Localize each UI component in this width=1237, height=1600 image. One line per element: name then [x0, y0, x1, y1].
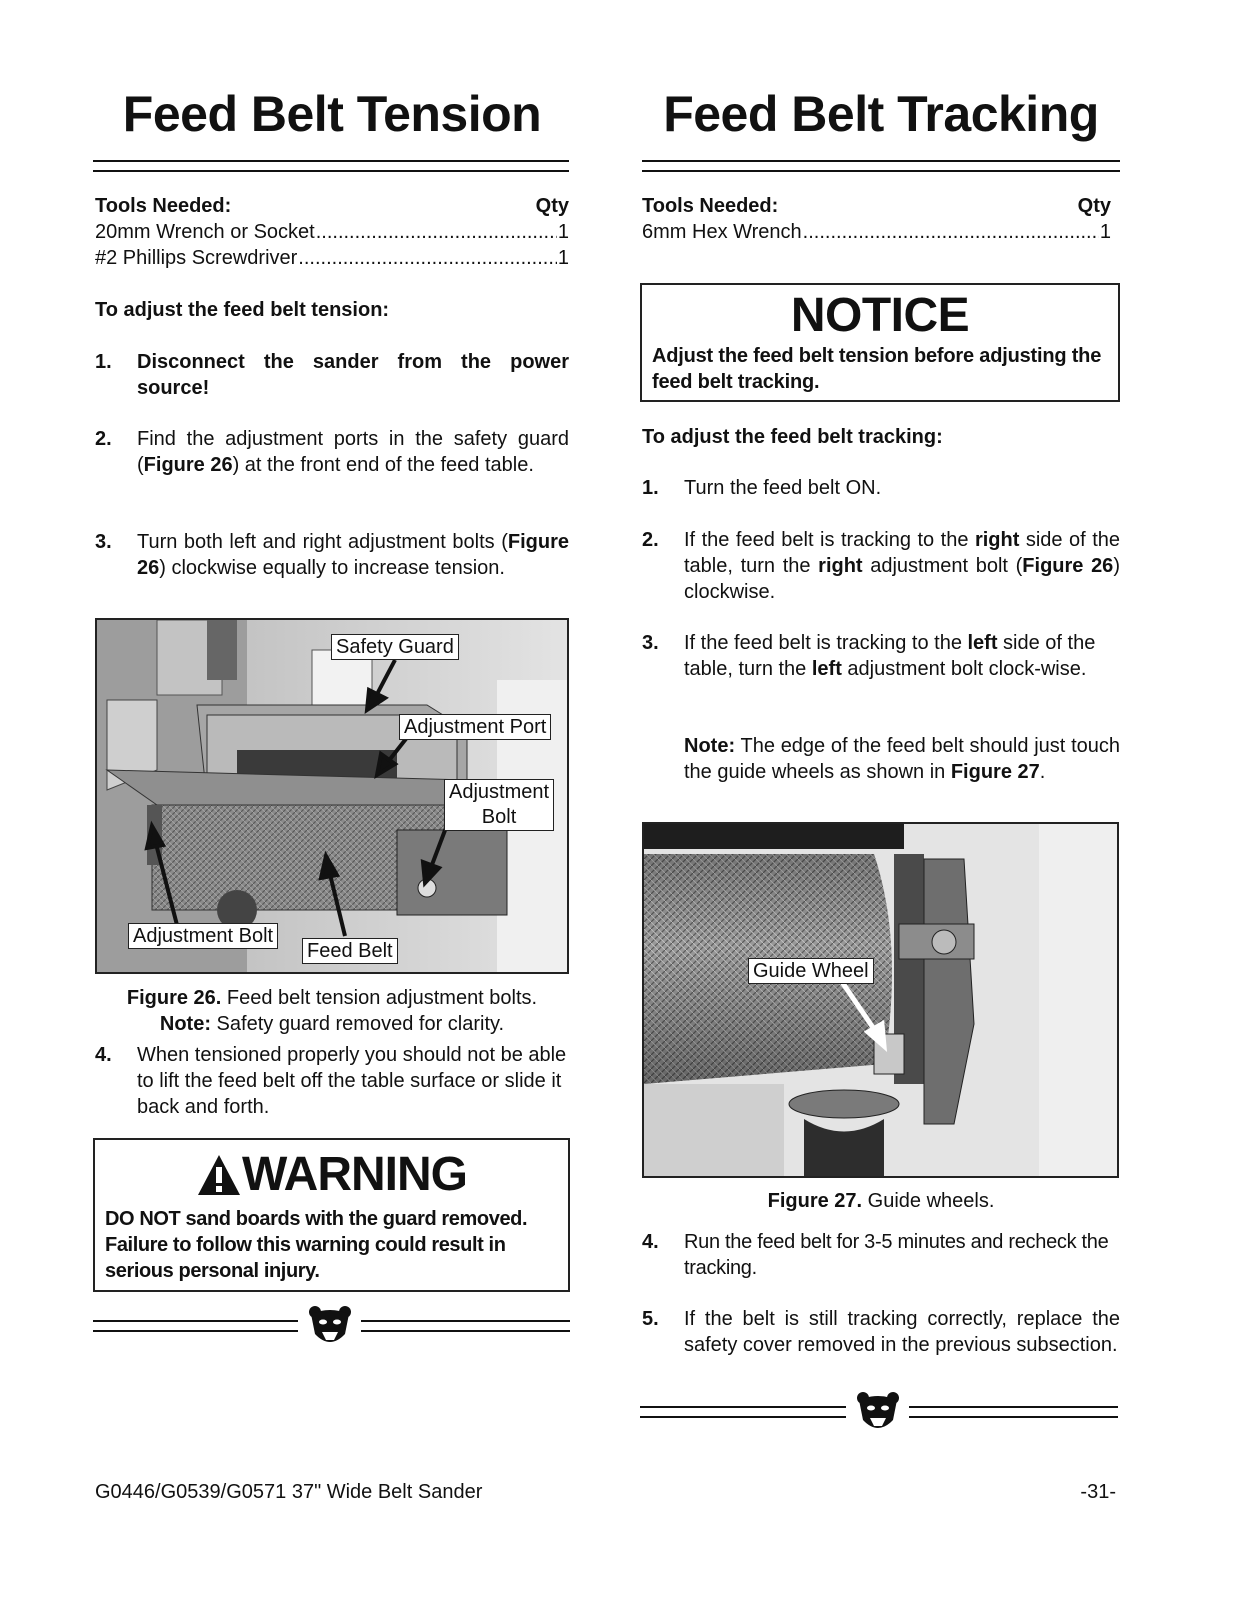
label-safety-guard: Safety Guard — [331, 634, 459, 660]
bear-divider — [93, 1306, 570, 1346]
bear-logo-icon — [853, 1390, 903, 1434]
step-2: 2. Find the adjustment ports in the safety guard (Figure 26) at the front end of the feed table. — [95, 428, 569, 476]
warning-text: DO NOT sand boards with the guard removed. Failure to follow this warning could result in serious personal injury. — [105, 1208, 528, 1282]
warning-box — [93, 1138, 570, 1292]
notice-box — [640, 283, 1120, 402]
section-title-feed-belt-tracking: Feed Belt Tracking — [663, 86, 1099, 142]
notice-text: Adjust the feed belt tension before adjusting the feed belt tracking. — [652, 345, 1102, 393]
step-3: 3. If the feed belt is tracking to the left side of the table, turn the left adjustment bolt clock-wise. — [642, 632, 1096, 680]
tools-needed-label: Tools Needed: — [642, 195, 779, 217]
label-feed-belt: Feed Belt — [302, 938, 398, 964]
title-rule — [93, 160, 569, 172]
figure-27-caption: Figure 27. Guide wheels. — [767, 1190, 995, 1212]
footer-model: G0446/G0539/G0571 37" Wide Belt Sander — [95, 1481, 483, 1503]
section-title-feed-belt-tension: Feed Belt Tension — [122, 86, 542, 142]
figure-26-caption: Figure 26. Feed belt tension adjustment bolts. Note: Safety guard removed for clarity. — [126, 987, 538, 1035]
warning-triangle-icon — [196, 1153, 242, 1197]
procedure-intro: To adjust the feed belt tension: — [95, 299, 390, 321]
bear-divider — [640, 1392, 1118, 1432]
label-adjustment-bolt-left: Adjustment Bolt — [128, 923, 278, 949]
tool-row: #2 Phillips Screwdriver ..... 1 — [95, 245, 569, 271]
label-guide-wheel: Guide Wheel — [748, 958, 874, 984]
label-adjustment-bolt-right: Adjustment Bolt — [444, 779, 554, 831]
tools-needed-label: Tools Needed: — [95, 195, 232, 217]
figure-26-photo — [95, 618, 569, 974]
step-2: 2. If the feed belt is tracking to the right side of the table, turn the right adjustment bolt (Figure 26) clockwise. — [642, 529, 1121, 603]
title-rule — [642, 160, 1120, 172]
figure-27-arrow — [644, 824, 1117, 1176]
tool-row: 20mm Wrench or Socket ..... 1 — [95, 219, 569, 245]
step-4: 4. Run the feed belt for 3-5 minutes and recheck the tracking. — [642, 1231, 1109, 1279]
notice-title: NOTICE — [790, 289, 970, 342]
tools-needed-list — [642, 193, 1111, 245]
step-1: 1. Disconnect the sander from the power source! — [95, 351, 569, 399]
warning-title: WARNING — [242, 1148, 467, 1201]
step-1: 1. Turn the feed belt ON. — [642, 477, 882, 499]
step-5: 5. If the belt is still tracking correctly, replace the safety cover removed in the previous subsection. — [642, 1308, 1120, 1356]
tool-row: 6mm Hex Wrench ..... 1 — [642, 219, 1111, 245]
figure-27-photo — [642, 822, 1119, 1178]
qty-label: Qty — [535, 195, 569, 217]
step-3: 3. Turn both left and right adjustment bolts (Figure 26) clockwise equally to increase tension. — [95, 531, 569, 579]
qty-label: Qty — [1077, 195, 1111, 217]
footer-page-number: -31- — [1080, 1481, 1116, 1503]
tools-needed-list — [95, 193, 569, 271]
procedure-intro: To adjust the feed belt tracking: — [642, 426, 943, 448]
bear-logo-icon — [305, 1304, 355, 1348]
note: Note: The edge of the feed belt should just touch the guide wheels as shown in Figure 27. — [684, 735, 1120, 783]
step-4: 4. When tensioned properly you should not be able to lift the feed belt off the table surface or slide it back and forth. — [95, 1044, 567, 1118]
label-adjustment-port: Adjustment Port — [399, 714, 551, 740]
